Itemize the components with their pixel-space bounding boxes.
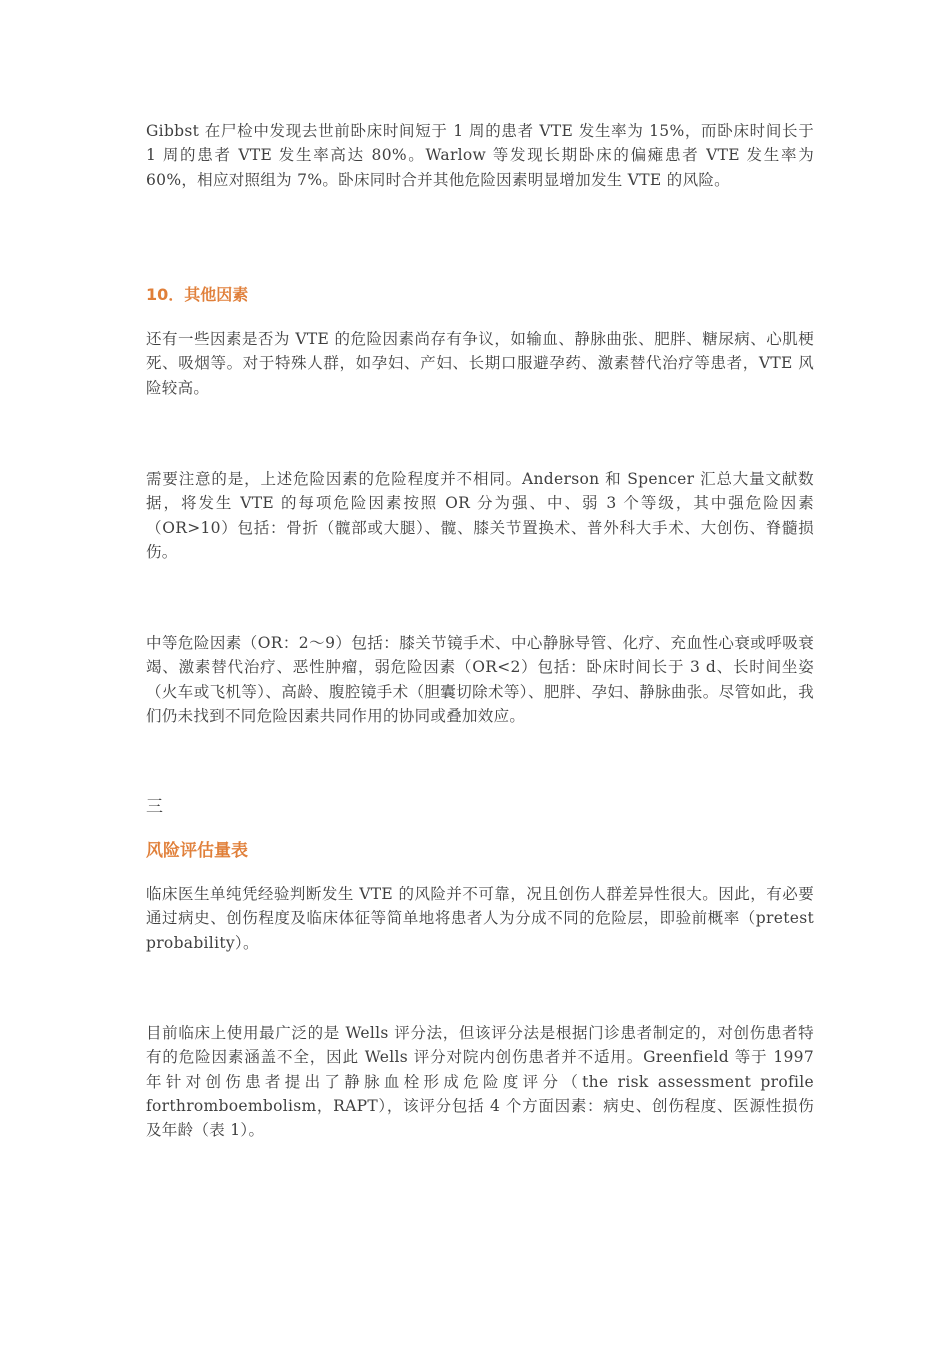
paragraph-pretest-probability: 临床医生单纯凭经验判断发生 VTE 的风险并不可靠，况且创伤人群差异性很大。因此，有必要通过病史、创伤程度及临床体征等简单地将患者人为分成不同的危险层，即验前概率（pretest probability）。 (146, 885, 814, 952)
heading-other-factors: 10．其他因素 (146, 285, 249, 304)
heading-risk-assessment: 风险评估量表 (146, 841, 248, 861)
paragraph-wells-rapt: 目前临床上使用最广泛的是 Wells 评分法，但该评分法是根据门诊患者制定的，对创伤患者特有的危险因素涵盖不全，因此 Wells 评分对院内创伤患者并不适用。Greenfield 等于 1997 年针对创伤患者提出了静脉血栓形成危险度评分（the risk assessment profile forthromboembolism，RAPT），该评分包括 4 个方面因素：病史、创伤程度、医源性损伤及年龄（表 1）。 (146, 1024, 814, 1140)
paragraph-bed-rest: Gibbst 在尸检中发现去世前卧床时间短于 1 周的患者 VTE 发生率为 15%，而卧床时间长于 1 周的患者 VTE 发生率高达 80%。Warlow 等发现长期卧床的偏瘫患者 VTE 发生率为 60%，相应对照组为 7%。卧床同时合并其他危险因素明显增加发生 VTE 的风险。 (146, 122, 814, 189)
paragraph-controversial-factors: 还有一些因素是否为 VTE 的危险因素尚存有争议，如输血、静脉曲张、肥胖、糖尿病、心肌梗死、吸烟等。对于特殊人群，如孕妇、产妇、长期口服避孕药、激素替代治疗等患者，VTE 风险较高。 (146, 330, 814, 397)
paragraph-risk-levels: 需要注意的是，上述危险因素的危险程度并不相同。Anderson 和 Spencer 汇总大量文献数据，将发生 VTE 的每项危险因素按照 OR 分为强、中、弱 3 个等级，其中强危险因素（OR>10）包括：骨折（髋部或大腿）、髋、膝关节置换术、普外科大手术、大创伤、脊髓损伤。 (146, 470, 814, 561)
paragraph-moderate-risk: 中等危险因素（OR：2～9）包括：膝关节镜手术、中心静脉导管、化疗、充血性心衰或呼吸衰竭、激素替代治疗、恶性肿瘤，弱危险因素（OR<2）包括：卧床时间长于 3 d、长时间坐姿（火车或飞机等）、高龄、腹腔镜手术（胆囊切除术等）、肥胖、孕妇、静脉曲张。尽管如此，我们仍未找到不同危险因素共同作用的协同或叠加效应。 (146, 634, 814, 725)
section-number: 三 (146, 797, 163, 817)
